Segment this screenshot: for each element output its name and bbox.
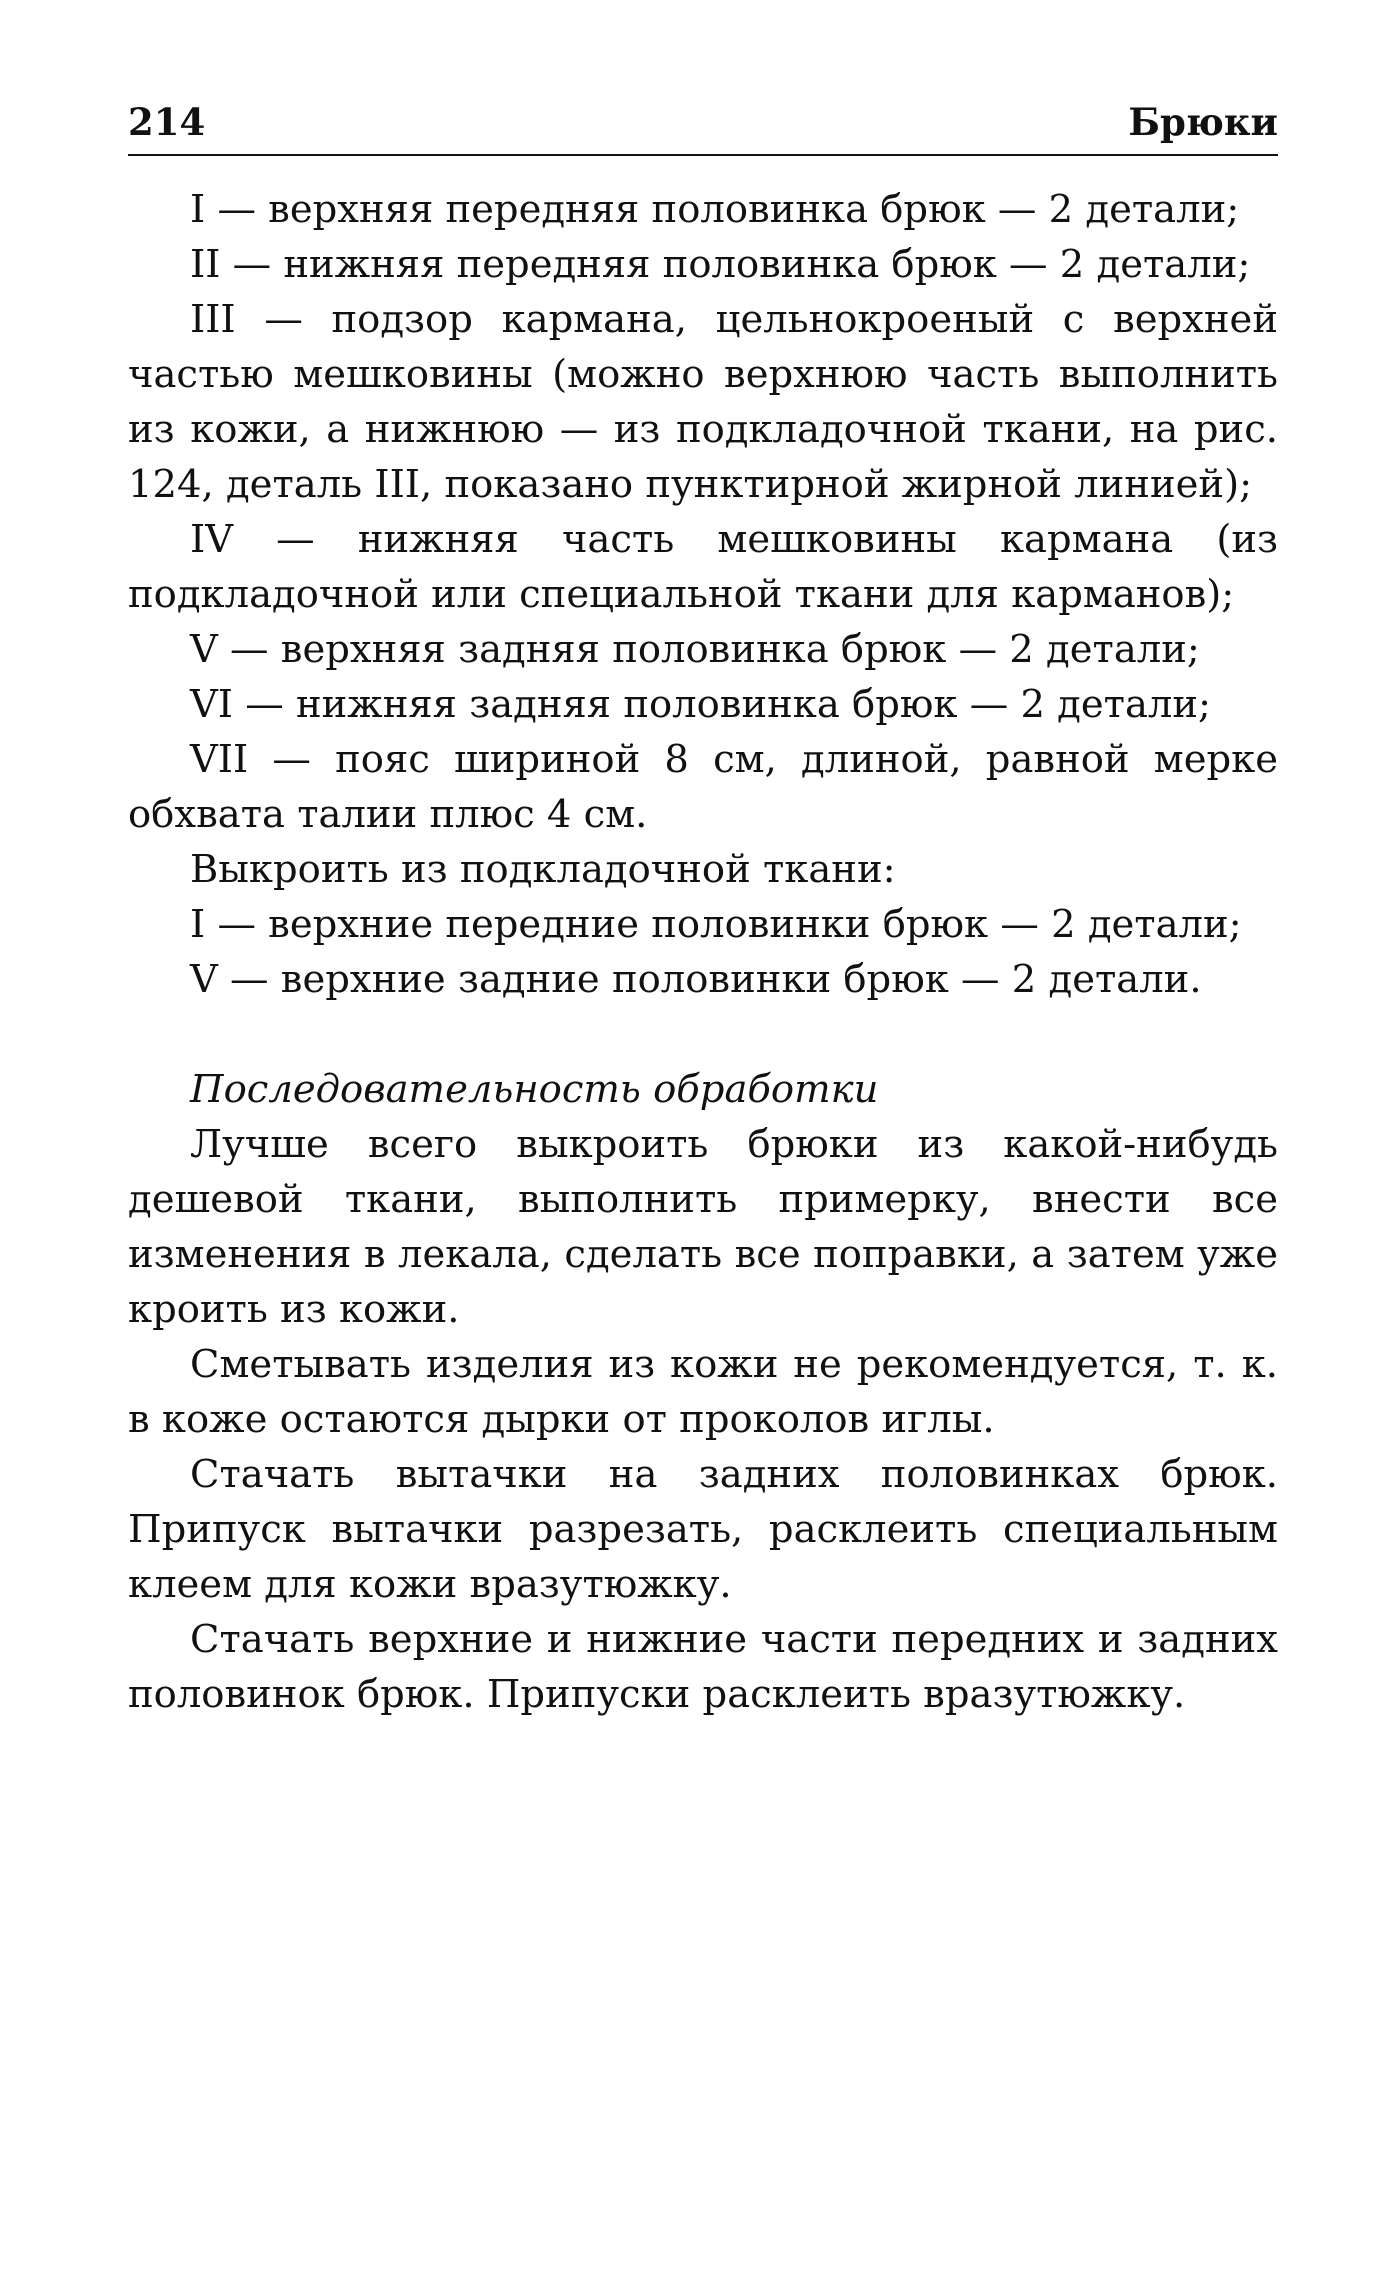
- lining-item-1: I — верхние передние половинки брюк — 2 детали;: [190, 902, 1242, 947]
- section-paragraph-4: Стачать верхние и нижние части передних и задних половинок брюк. Припуски расклеить вразутюжку.: [128, 1617, 1278, 1717]
- running-head: [128, 100, 1278, 156]
- part-item-4: IV — нижняя часть мешковины кармана (из подкладочной или специальной ткани для карманов);: [128, 517, 1278, 617]
- section-paragraph-2: Сметывать изделия из кожи не рекомендуется, т. к. в коже остаются дырки от проколов иглы.: [128, 1342, 1278, 1442]
- lining-intro: Выкроить из подкладочной ткани:: [190, 847, 896, 892]
- part-item-3: III — подзор кармана, цельнокроеный с верхней частью мешковины (можно верхнюю часть выполнить из кожи, а нижнюю — из подкладочной ткани, на рис. 124, деталь III, показано пунктирной жирной линией);: [128, 297, 1278, 507]
- book-page: [128, 100, 1278, 1722]
- body-text: [128, 182, 1278, 1722]
- section-paragraph-3: Стачать вытачки на задних половинках брюк. Припуск вытачки разрезать, расклеить специальным клеем для кожи вразутюжку.: [128, 1452, 1278, 1607]
- section-heading: Последовательность обработки: [190, 1067, 879, 1112]
- section-paragraph-1: Лучше всего выкроить брюки из какой-нибудь дешевой ткани, выполнить примерку, внести все изменения в лекала, сделать все поправки, а затем уже кроить из кожи.: [128, 1122, 1278, 1332]
- part-item-2: II — нижняя передняя половинка брюк — 2 детали;: [190, 242, 1251, 287]
- part-item-1: I — верхняя передняя половинка брюк — 2 детали;: [190, 187, 1240, 232]
- part-item-5: V — верхняя задняя половинка брюк — 2 детали;: [190, 627, 1200, 672]
- section-title: Брюки: [1128, 100, 1278, 144]
- part-item-6: VI — нижняя задняя половинка брюк — 2 детали;: [190, 682, 1212, 727]
- part-item-7: VII — пояс шириной 8 см, длиной, равной мерке обхвата талии плюс 4 см.: [128, 737, 1278, 837]
- lining-item-2: V — верхние задние половинки брюк — 2 детали.: [190, 957, 1202, 1002]
- page-number: 214: [128, 100, 206, 144]
- section-gap: [128, 1007, 1278, 1062]
